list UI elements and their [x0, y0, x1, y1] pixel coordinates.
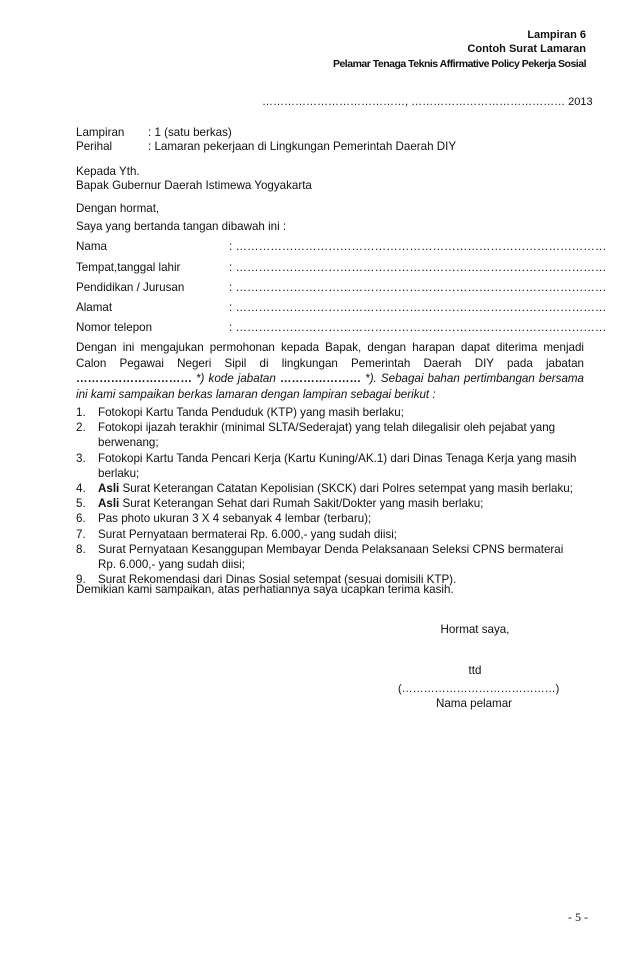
place-date-line: …………………………………, …………………………………… 2013	[262, 96, 593, 108]
attachment-number: Lampiran 6	[527, 29, 586, 41]
field-label: Tempat,tanggal lahir	[76, 261, 181, 274]
list-item	[76, 420, 584, 450]
list-item	[76, 405, 584, 420]
field-label: Nama	[76, 240, 107, 253]
list-number: 9.	[76, 573, 86, 587]
list-number: 5.	[76, 497, 86, 511]
perihal-label: Perihal	[76, 140, 113, 153]
field-blank: : ……………………………………………………………………………………	[229, 321, 607, 334]
paragraph-text: *). Sebagai bahan pertimbangan bersama ini kami sampaikan berkas lamaran dengan lampiran sebagai berikut :	[76, 372, 584, 401]
requirements-list	[76, 405, 584, 587]
list-emphasis: Asli	[98, 482, 120, 496]
field-label: Pendidikan / Jurusan	[76, 281, 185, 294]
field-blank: : ……………………………………………………………………………………	[229, 301, 607, 314]
list-number: 1.	[76, 406, 86, 419]
list-item	[76, 481, 584, 496]
lampiran-label: Lampiran	[76, 126, 125, 139]
field-blank: : ……………………………………………………………………………………	[229, 240, 607, 253]
list-number: 8.	[76, 542, 86, 556]
list-item	[76, 451, 584, 481]
list-item	[76, 511, 584, 526]
list-number: 3.	[76, 451, 86, 465]
list-text: Surat Pernyataan Kesanggupan Membayar Denda Pelaksanaan Seleksi CPNS bermaterai Rp. 6.000,- yang sudah diisi;	[98, 542, 564, 572]
list-text: Fotokopi ijazah terakhir (minimal SLTA/Sederajat) yang telah dilegalisir oleh pejabat yang berwenang;	[98, 421, 556, 450]
applicant-name-label: Nama pelamar	[435, 697, 513, 710]
page-number: - 5 -	[568, 910, 588, 924]
document-category: Pelamar Tenaga Teknis Affirmative Policy Pekerja Sosial	[332, 58, 586, 70]
list-text: Pas photo ukuran 3 X 4 sebanyak 4 lembar (terbaru);	[98, 512, 372, 526]
paragraph-text: Dengan ini mengajukan permohonan kepada Bapak, dengan harapan dapat diterima menjadi Calon Pegawai Negeri Sipil di lingkungan Pemerintah Daerah DIY pada jabatan	[76, 341, 584, 370]
greeting: Dengan hormat,	[76, 202, 160, 215]
field-label: Nomor telepon	[76, 321, 153, 334]
list-number: 6.	[76, 512, 86, 526]
paragraph-text: *) kode jabatan	[191, 372, 280, 385]
list-item	[76, 542, 584, 572]
list-text: Fotokopi Kartu Tanda Penduduk (KTP) yang masih berlaku;	[98, 406, 404, 419]
list-text: Surat Keterangan Catatan Kepolisian (SKCK) dari Polres setempat yang masih berlaku;	[119, 482, 573, 496]
recipient-name: Bapak Gubernur Daerah Istimewa Yogyakarta	[76, 179, 312, 192]
list-text: Surat Pernyataan bermaterai Rp. 6.000,- yang sudah diisi;	[98, 527, 398, 541]
application-paragraph	[76, 340, 584, 402]
position-code-blank: …………………	[279, 372, 362, 385]
recipient-salutation: Kepada Yth.	[76, 165, 140, 178]
list-emphasis: Asli	[98, 497, 120, 511]
intro-line: Saya yang bertanda tangan dibawah ini :	[76, 220, 287, 233]
list-number: 2.	[76, 421, 86, 435]
closing-sentence: Demikian kami sampaikan, atas perhatiannya saya ucapkan terima kasih.	[76, 583, 454, 596]
document-subtitle: Contoh Surat Lamaran	[467, 43, 586, 55]
field-blank: : ……………………………………………………………………………………	[229, 261, 607, 274]
list-number: 7.	[76, 527, 86, 541]
field-blank: : ……………………………………………………………………………………	[229, 281, 607, 294]
list-text: Surat Keterangan Sehat dari Rumah Sakit/Dokter yang masih berlaku;	[119, 497, 484, 511]
signature-ttd: ttd	[468, 664, 482, 677]
list-text: Surat Rekomendasi dari Dinas Sosial setempat (sesuai domisili KTP).	[98, 573, 457, 587]
signature-greeting: Hormat saya,	[440, 623, 510, 636]
list-item	[76, 527, 584, 542]
perihal-value: : Lamaran pekerjaan di Lingkungan Pemerintah Daerah DIY	[148, 140, 457, 153]
signature-blank: (……………………………………)	[398, 683, 560, 695]
list-text: Fotokopi Kartu Tanda Pencari Kerja (Kartu Kuning/AK.1) dari Dinas Tenaga Kerja yang masih berlaku;	[98, 451, 577, 480]
lampiran-value: : 1 (satu berkas)	[148, 126, 232, 139]
list-number: 4.	[76, 482, 86, 496]
position-blank: …………………………	[76, 372, 192, 385]
list-item	[76, 496, 584, 511]
field-label: Alamat	[76, 301, 113, 314]
